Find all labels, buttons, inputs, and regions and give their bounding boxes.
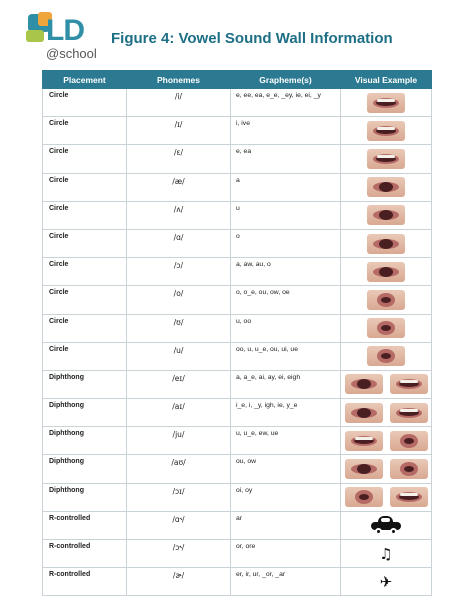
mouth-open-icon xyxy=(367,262,405,282)
visual-example-cell xyxy=(341,314,432,342)
placement-cell: Diphthong xyxy=(43,483,127,511)
phoneme-cell: /eɪ/ xyxy=(127,370,231,398)
table-row xyxy=(43,399,432,427)
visual-example-cell xyxy=(341,117,432,145)
placement-cell: Circle xyxy=(43,145,127,173)
table-row xyxy=(43,483,432,511)
visual-example-cell xyxy=(341,399,432,427)
graphemes-cell: a, a_e, ai, ay, ei, eigh xyxy=(231,370,341,398)
graphemes-cell: u, u_e, ew, ue xyxy=(231,427,341,455)
mouth-smile-icon xyxy=(367,149,405,169)
phoneme-cell: /æ/ xyxy=(127,173,231,201)
table-header-row xyxy=(43,71,432,89)
phoneme-cell: /u/ xyxy=(127,342,231,370)
table-body xyxy=(43,89,432,596)
visual-example-cell xyxy=(341,511,432,539)
graphemes-cell: e, ea xyxy=(231,145,341,173)
placement-cell: R-controlled xyxy=(43,540,127,568)
visual-example-cell xyxy=(341,145,432,173)
bird-icon: ✈ xyxy=(379,572,393,591)
phoneme-cell: /ʊ/ xyxy=(127,314,231,342)
graphemes-cell: ou, ow xyxy=(231,455,341,483)
graphemes-cell: i, ive xyxy=(231,117,341,145)
ld-school-logo xyxy=(26,10,96,62)
table-row xyxy=(43,455,432,483)
table-row xyxy=(43,258,432,286)
phoneme-cell: /ɑ/ xyxy=(127,229,231,257)
phoneme-cell: /ɔɪ/ xyxy=(127,483,231,511)
graphemes-cell: a xyxy=(231,173,341,201)
graphemes-cell: ar xyxy=(231,511,341,539)
logo-mark: LD xyxy=(46,14,84,47)
header-graphemes: Grapheme(s) xyxy=(231,71,341,89)
phoneme-cell: /ɔ˞/ xyxy=(127,540,231,568)
mouth-round-icon xyxy=(367,318,405,338)
placement-cell: Circle xyxy=(43,173,127,201)
placement-cell: Circle xyxy=(43,258,127,286)
phoneme-cell: /ɔ/ xyxy=(127,258,231,286)
visual-example-cell xyxy=(341,89,432,117)
logo-subtext: @school xyxy=(46,46,97,61)
phoneme-cell: /ɚ/ xyxy=(127,568,231,596)
table-row xyxy=(43,427,432,455)
graphemes-cell: oo, u, u_e, ou, ui, ue xyxy=(231,342,341,370)
mouth-open-icon xyxy=(345,374,383,394)
table-row xyxy=(43,89,432,117)
placement-cell: R-controlled xyxy=(43,568,127,596)
placement-cell: Diphthong xyxy=(43,370,127,398)
phoneme-cell: /ʌ/ xyxy=(127,201,231,229)
graphemes-cell: a, aw, au, o xyxy=(231,258,341,286)
phoneme-cell: /aɪ/ xyxy=(127,399,231,427)
placement-cell: Diphthong xyxy=(43,455,127,483)
table-row xyxy=(43,229,432,257)
visual-example-cell xyxy=(341,568,432,596)
visual-example-cell xyxy=(341,483,432,511)
phoneme-cell: /ɪ/ xyxy=(127,117,231,145)
mouth-open-icon xyxy=(345,403,383,423)
visual-example-cell xyxy=(341,173,432,201)
phoneme-cell: /ɛ/ xyxy=(127,145,231,173)
mouth-open-icon xyxy=(345,459,383,479)
placement-cell: Circle xyxy=(43,89,127,117)
mouth-round-icon xyxy=(345,487,383,507)
phoneme-cell: /i/ xyxy=(127,89,231,117)
placement-cell: Circle xyxy=(43,117,127,145)
mouth-round-icon xyxy=(390,431,428,451)
phoneme-cell: /ɑ˞/ xyxy=(127,511,231,539)
placement-cell: Circle xyxy=(43,314,127,342)
phoneme-cell: /ju/ xyxy=(127,427,231,455)
phoneme-cell: /aʊ/ xyxy=(127,455,231,483)
placement-cell: R-controlled xyxy=(43,511,127,539)
visual-example-cell xyxy=(341,201,432,229)
table-row xyxy=(43,568,432,596)
placement-cell: Circle xyxy=(43,286,127,314)
placement-cell: Circle xyxy=(43,229,127,257)
logo-block-green xyxy=(26,30,44,42)
visual-example-cell xyxy=(341,427,432,455)
car-icon xyxy=(371,516,401,534)
table-row xyxy=(43,314,432,342)
mouth-round-icon xyxy=(367,346,405,366)
mouth-round-icon xyxy=(390,459,428,479)
mouth-open-icon xyxy=(367,234,405,254)
mouth-smile-icon xyxy=(390,374,428,394)
table-row xyxy=(43,342,432,370)
table-row xyxy=(43,370,432,398)
mouth-smile-icon xyxy=(345,431,383,451)
mouth-open-icon xyxy=(367,205,405,225)
visual-example-cell xyxy=(341,286,432,314)
visual-example-cell xyxy=(341,370,432,398)
page-title: Figure 4: Vowel Sound Wall Information xyxy=(111,30,393,47)
table-row xyxy=(43,201,432,229)
visual-example-cell xyxy=(341,342,432,370)
placement-cell: Circle xyxy=(43,201,127,229)
mouth-smile-icon xyxy=(390,403,428,423)
graphemes-cell: o xyxy=(231,229,341,257)
graphemes-cell: o, o_e, ou, ow, oe xyxy=(231,286,341,314)
visual-example-cell xyxy=(341,229,432,257)
header-placement: Placement xyxy=(43,71,127,89)
table-row xyxy=(43,173,432,201)
graphemes-cell: u xyxy=(231,201,341,229)
placement-cell: Circle xyxy=(43,342,127,370)
table-row xyxy=(43,117,432,145)
table-row xyxy=(43,145,432,173)
horn-icon: ♫ xyxy=(379,544,393,563)
graphemes-cell: oi, oy xyxy=(231,483,341,511)
mouth-smile-icon xyxy=(390,487,428,507)
visual-example-cell xyxy=(341,540,432,568)
page-header xyxy=(0,0,474,68)
graphemes-cell: or, ore xyxy=(231,540,341,568)
mouth-smile-icon xyxy=(367,121,405,141)
placement-cell: Diphthong xyxy=(43,399,127,427)
placement-cell: Diphthong xyxy=(43,427,127,455)
visual-example-cell xyxy=(341,455,432,483)
graphemes-cell: e, ee, ea, e_e, _ey, ie, ei, _y xyxy=(231,89,341,117)
vowel-sound-table xyxy=(42,70,432,596)
visual-example-cell xyxy=(341,258,432,286)
table-row xyxy=(43,286,432,314)
header-visual-example: Visual Example xyxy=(341,71,432,89)
table-row xyxy=(43,540,432,568)
mouth-open-icon xyxy=(367,177,405,197)
graphemes-cell: er, ir, ur, _or, _ar xyxy=(231,568,341,596)
mouth-round-icon xyxy=(367,290,405,310)
graphemes-cell: u, oo xyxy=(231,314,341,342)
mouth-smile-icon xyxy=(367,93,405,113)
graphemes-cell: i_e, i, _y, igh, ie, y_e xyxy=(231,399,341,427)
table-row xyxy=(43,511,432,539)
phoneme-cell: /o/ xyxy=(127,286,231,314)
header-phonemes: Phonemes xyxy=(127,71,231,89)
